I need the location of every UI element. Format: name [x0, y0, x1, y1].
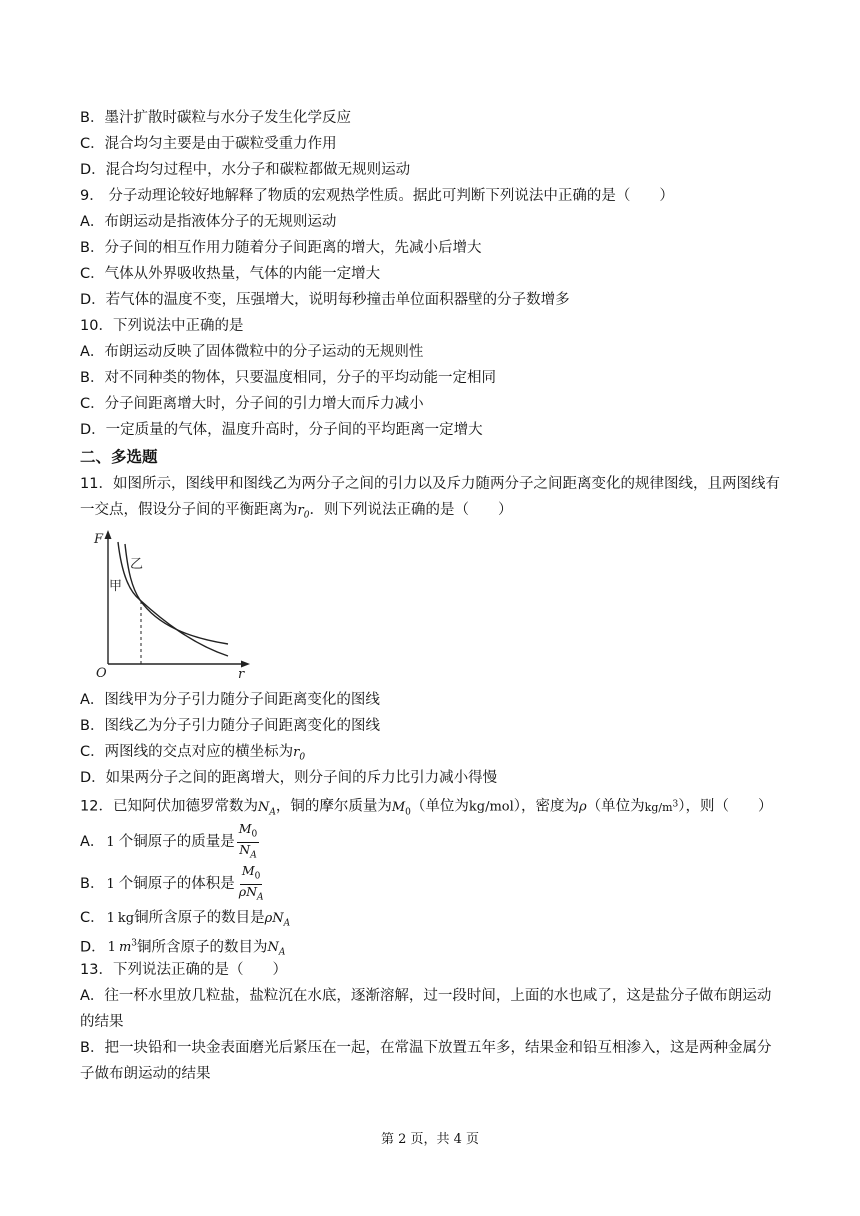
q9-stem: 9． 分子动理论较好地解释了物质的宏观热学性质。据此可判断下列说法中正确的是（ ）: [80, 188, 674, 204]
q12-option-a: A． 1 个铜原子的质量是 $\frac{M_0}{N_A}$: [80, 821, 258, 860]
q8-option-b: B．墨汁扩散时碳粒与水分子发生化学反应: [80, 110, 351, 126]
q13-option-a-line2: 的结果: [80, 1014, 124, 1030]
q9-option-a: A．布朗运动是指液体分子的无规则运动: [80, 214, 337, 230]
q9-option-b: B．分子间的相互作用力随着分子间距离的增大，先减小后增大: [80, 240, 482, 256]
q12-option-c: C． 1 kg铜所含原子的数目是$\rho N_A$: [80, 910, 291, 929]
curve-yi-label: 乙: [130, 557, 144, 572]
q9-option-d: D．若气体的温度不变，压强增大，说明每秒撞击单位面积器壁的分子数增多: [80, 292, 570, 308]
force-distance-graph: [92, 526, 262, 678]
q11-option-b: B．图线乙为分子引力随分子间距离变化的图线: [80, 718, 380, 734]
q10-option-d: D．一定质量的气体，温度升高时，分子间的平均距离一定增大: [80, 422, 483, 438]
y-axis-label: F: [94, 532, 104, 547]
page-footer: 第 2 页，共 4 页: [380, 1132, 480, 1147]
q11-stem-text-b: ．则下列说法正确的是（ ）: [309, 502, 513, 518]
q8-option-c: C．混合均匀主要是由于碳粒受重力作用: [80, 136, 337, 152]
q8-option-d: D．混合均匀过程中，水分子和碳粒都做无规则运动: [80, 162, 411, 178]
q11-stem-line1: 11．如图所示，图线甲和图线乙为两分子之间的引力以及斥力随两分子之间距离变化的规律图线，且两图线有: [80, 476, 780, 492]
origin-label: O: [96, 666, 107, 678]
cubic-meter-unit: $m^3$: [118, 939, 138, 956]
q12-option-d: D． 1 $m^3$铜所含原子的数目为$N_A$: [80, 939, 286, 958]
q11-option-d: D．如果两分子之间的距离增大，则分子间的斥力比引力减小得慢: [80, 770, 498, 786]
q13-option-b-line2: 子做布朗运动的结果: [80, 1066, 211, 1082]
density-unit: $kg/m^3$: [644, 799, 679, 814]
q10-option-c: C．分子间距离增大时，分子间的引力增大而斥力减小: [80, 396, 424, 412]
q13-stem: 13．下列说法正确的是（ ）: [80, 962, 287, 978]
curve-jia-label: 甲: [109, 579, 123, 594]
q13-option-a-line1: A．往一杯水里放几粒盐，盐粒沉在水底，逐渐溶解，过一段时间，上面的水也咸了，这是盐分子做布朗运动: [80, 988, 772, 1004]
x-axis-label: r: [238, 667, 245, 678]
section-heading-multi-choice: 二、多选题: [80, 448, 158, 466]
q9-option-c: C．气体从外界吸收热量，气体的内能一定增大: [80, 266, 381, 282]
volume-fraction: $\frac{M_0}{\rho N_A}$: [238, 863, 264, 902]
q11-option-a: A．图线甲为分子引力随分子间距离变化的图线: [80, 692, 380, 708]
q10-option-b: B．对不同种类的物体，只要温度相同，分子的平均动能一定相同: [80, 370, 496, 386]
q11-option-c: [80, 742, 305, 768]
y-axis-arrow: [105, 530, 112, 539]
avogadro-symbol: $N_A$: [257, 799, 276, 818]
r0-symbol: $r_0$: [293, 745, 306, 763]
q11-stem-text-a: 一交点，假设分子间的平衡距离为: [80, 502, 298, 518]
q12-stem: 12．已知阿伏加德罗常数为$N_A$，铜的摩尔质量为$M_0$（单位为kg/mol），密度为ρ（单位为$kg/m^3$），则（ ）: [80, 798, 773, 818]
mass-fraction: $\frac{M_0}{N_A}$: [238, 821, 258, 860]
q10-stem: 10．下列说法中正确的是: [80, 318, 244, 334]
r0-symbol: $r_0$: [297, 503, 310, 521]
q11-stem-line2: [80, 500, 512, 526]
q13-option-b-line1: B．把一块铅和一块金表面磨光后紧压在一起，在常温下放置五年多，结果金和铅互相渗入，这是两种金属分: [80, 1040, 772, 1056]
q10-option-a: A．布朗运动反映了固体微粒中的分子运动的无规则性: [80, 344, 424, 360]
q11-option-c-text: C．两图线的交点对应的横坐标为: [80, 744, 294, 760]
molar-mass-symbol: $M_0$: [391, 799, 411, 818]
molar-mass-unit: kg/mol: [468, 799, 514, 815]
density-symbol: ρ: [579, 799, 587, 815]
q12-option-b: B． 1 个铜原子的体积是 $\frac{M_0}{\rho N_A}$: [80, 863, 264, 902]
